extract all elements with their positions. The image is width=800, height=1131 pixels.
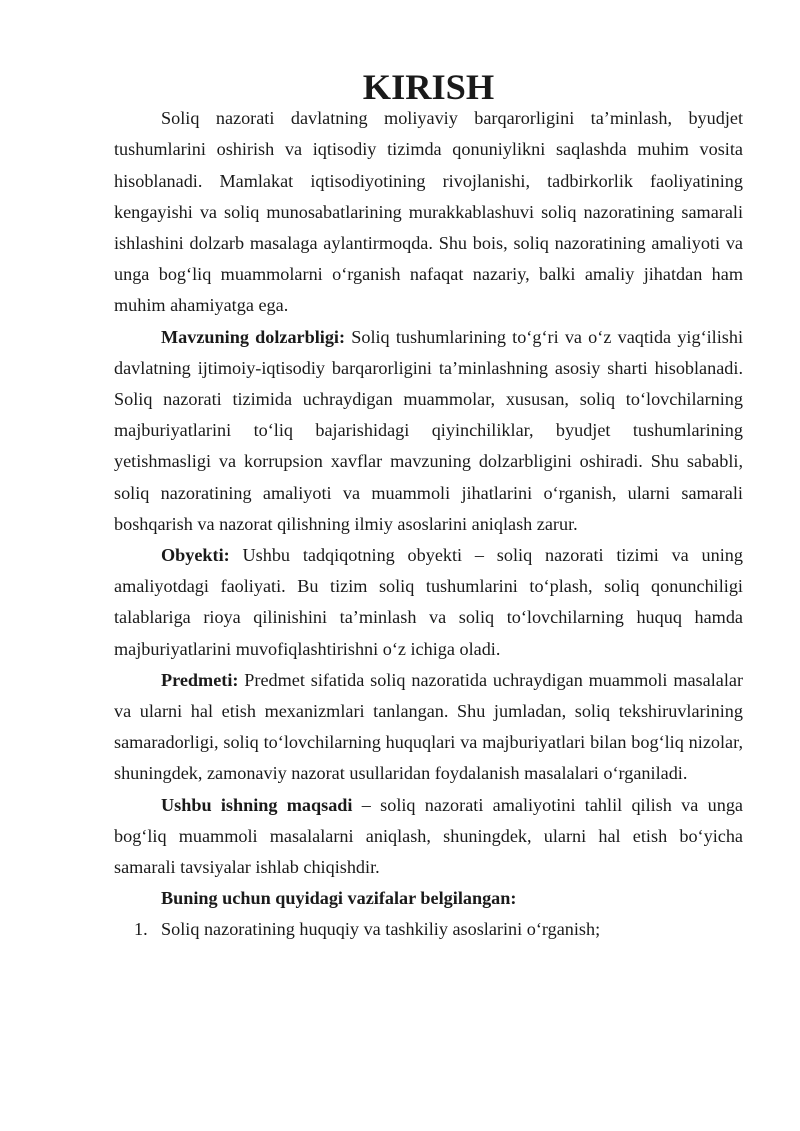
goal-text: – soliq nazorati amaliyotini tahlil qilish va unga bog‘liq muammoli masalalarni aniqlash, shuningdek, ularni hal etish bo‘yicha samarali tavsiyalar ishlab chiqishdir. bbox=[114, 794, 743, 878]
object-lead: Obyekti: bbox=[161, 545, 230, 566]
object-text: Ushbu tadqiqotning obyekti – soliq nazorati tizimi va uning amaliyotdagi faoliyati. Bu tizim soliq tushumlarini to‘plash, soliq qonunchiligi talablariga rioya qilinishini ta’minlash va soliq to‘lovchilarning huquq hamda majburiyatlarini muvofiqlashtirishni o‘z ichiga oladi. bbox=[114, 545, 743, 659]
subject-lead: Predmeti: bbox=[161, 669, 239, 690]
goal-paragraph bbox=[114, 790, 743, 884]
relevance-text: Soliq tushumlarining to‘g‘ri va o‘z vaqtida yig‘ilishi davlatning ijtimoiy-iqtisodiy barqarorligini ta’minlashning asosiy sharti hisoblanadi. Soliq nazorati tizimida uchraydigan muammolar, xususan, soliq to‘lovchilarning majburiyatlarini to‘liq bajarishidagi qiyinchiliklar, byudjet tushumlarining yetishmasligi va korrupsion xavflar mavzuning dolzarbligini oshiradi. Shu sababli, soliq nazoratining amaliyoti va muammoli jihatlarini o‘rganish, ularni samarali boshqarish va nazorat qilishning ilmiy asoslarini aniqlash zarur. bbox=[114, 326, 744, 534]
list-item-text: Soliq nazoratining huquqiy va tashkiliy asoslarini o‘rganish; bbox=[161, 919, 601, 940]
relevance-lead: Mavzuning dolzarbligi: bbox=[161, 326, 346, 347]
page-title: KIRISH bbox=[362, 67, 495, 107]
goal-lead: Ushbu ishning maqsadi bbox=[161, 794, 353, 815]
intro-paragraph: Soliq nazorati davlatning moliyaviy barqarorligini ta’minlash, byudjet tushumlarini oshirish va iqtisodiy tizimda qonuniylikni saqlashda muhim vosita hisoblanadi. Mamlakat iqtisodiyotining rivojlanishi, tadbirkorlik faoliyatining kengayishi va soliq munosabatlarining murakkablashuvi soliq nazoratining samarali ishlashini dolzarb masalaga aylantirmoqda. Shu bois, soliq nazoratining amaliyoti va unga bog‘liq muammolarni o‘rganish nafaqat nazariy, balki amaliy jihatdan ham muhim ahamiyatga ega. bbox=[114, 108, 743, 316]
object-paragraph bbox=[114, 540, 743, 665]
tasks-heading: Buning uchun quyidagi vazifalar belgilangan: bbox=[161, 888, 517, 909]
list-item-number: 1. bbox=[134, 919, 148, 940]
subject-paragraph bbox=[114, 665, 743, 790]
list-item bbox=[114, 914, 743, 945]
relevance-paragraph bbox=[114, 322, 743, 540]
subject-text: Predmet sifatida soliq nazoratida uchraydigan muammoli masalalar va ularni hal etish mexanizmlari tanlangan. Shu jumladan, soliq tekshiruvlarining samaradorligi, soliq to‘lovchilarning huquqlari va majburiyatlari bilan bog‘liq nizolar, shuningdek, zamonaviy nazorat usullaridan foydalanish masalalari o‘rganiladi. bbox=[114, 669, 743, 784]
tasks-list bbox=[114, 914, 743, 945]
